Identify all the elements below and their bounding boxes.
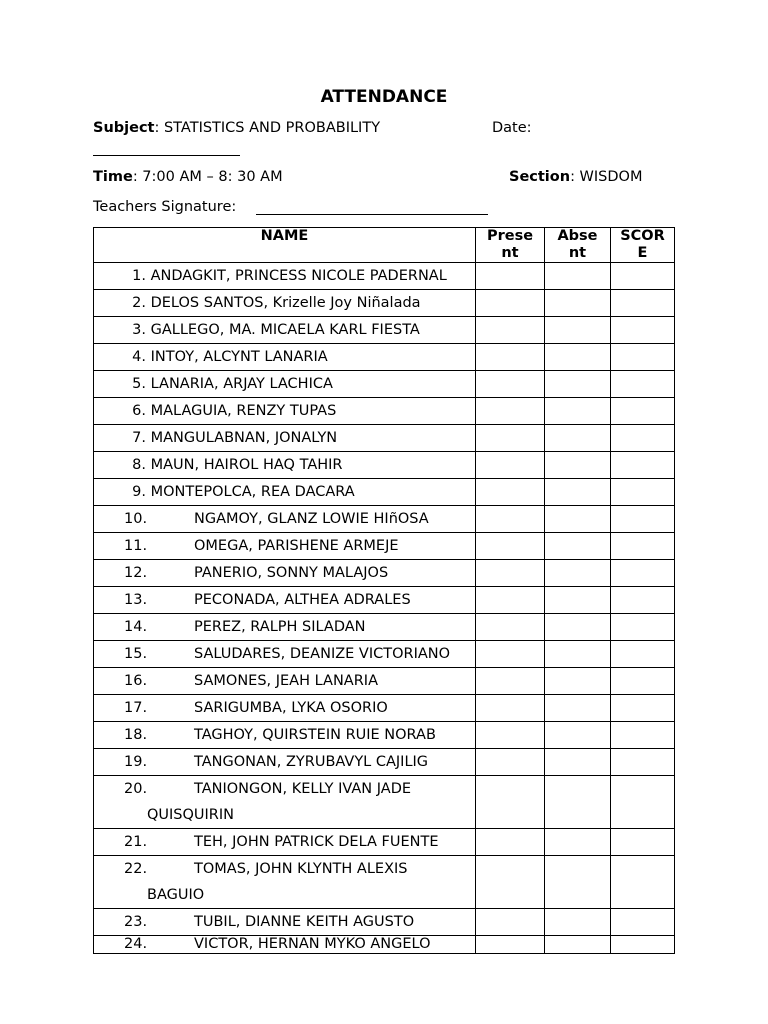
absent-cell[interactable]	[545, 856, 611, 909]
row-number: 19.	[124, 754, 148, 770]
score-cell[interactable]	[611, 344, 675, 371]
absent-cell[interactable]	[545, 533, 611, 560]
row-number: 8.	[132, 457, 146, 473]
table-row	[94, 533, 675, 560]
score-cell[interactable]	[611, 749, 675, 776]
table-row	[94, 452, 675, 479]
table-row	[94, 936, 675, 954]
table-row	[94, 425, 675, 452]
absent-cell[interactable]	[545, 479, 611, 506]
present-cell[interactable]	[476, 344, 545, 371]
student-name: TANGONAN, ZYRUBAVYL CAJILIG	[194, 754, 429, 770]
table-row	[94, 263, 675, 290]
absent-cell[interactable]	[545, 452, 611, 479]
subject-line	[93, 120, 380, 136]
absent-cell[interactable]	[545, 722, 611, 749]
present-cell[interactable]	[476, 641, 545, 668]
student-name: VICTOR, HERNAN MYKO ANGELO	[194, 936, 431, 952]
table-row	[94, 398, 675, 425]
table-header-row	[94, 228, 675, 263]
student-name-cell	[94, 452, 476, 479]
score-cell[interactable]	[611, 614, 675, 641]
student-name: PECONADA, ALTHEA ADRALES	[194, 592, 411, 608]
row-number: 1.	[132, 268, 146, 284]
score-cell[interactable]	[611, 909, 675, 936]
table-row	[94, 668, 675, 695]
table-row	[94, 749, 675, 776]
student-name: TUBIL, DIANNE KEITH AGUSTO	[194, 914, 415, 930]
student-name: ANDAGKIT, PRINCESS NICOLE PADERNAL	[150, 268, 447, 284]
absent-cell[interactable]	[545, 398, 611, 425]
row-number: 22.	[124, 861, 148, 877]
present-cell[interactable]	[476, 290, 545, 317]
student-name-cell	[94, 506, 476, 533]
row-number: 10.	[124, 511, 148, 527]
present-cell[interactable]	[476, 776, 545, 829]
table-row	[94, 641, 675, 668]
student-name: MALAGUIA, RENZY TUPAS	[150, 403, 337, 419]
student-name: SALUDARES, DEANIZE VICTORIANO	[194, 646, 451, 662]
absent-cell[interactable]	[545, 317, 611, 344]
absent-cell[interactable]	[545, 749, 611, 776]
present-cell[interactable]	[476, 479, 545, 506]
row-number: 13.	[124, 592, 148, 608]
absent-cell[interactable]	[545, 263, 611, 290]
student-name-cell	[94, 641, 476, 668]
row-number: 24.	[124, 936, 148, 952]
row-number: 11.	[124, 538, 148, 554]
date-blank-line	[93, 154, 240, 156]
student-name-cell	[94, 829, 476, 856]
absent-cell[interactable]	[545, 776, 611, 829]
present-cell[interactable]	[476, 909, 545, 936]
student-name-cell	[94, 909, 476, 936]
student-name-cell	[94, 560, 476, 587]
row-number: 5.	[132, 376, 146, 392]
student-name: SAMONES, JEAH LANARIA	[194, 673, 378, 689]
student-name-cell	[94, 856, 476, 909]
score-cell[interactable]	[611, 829, 675, 856]
table-row	[94, 506, 675, 533]
present-cell[interactable]	[476, 749, 545, 776]
score-cell[interactable]	[611, 695, 675, 722]
present-cell[interactable]	[476, 587, 545, 614]
score-cell[interactable]	[611, 936, 675, 954]
row-number: 4.	[132, 349, 146, 365]
student-name-cell	[94, 614, 476, 641]
date-label: Date:	[492, 120, 532, 136]
score-cell[interactable]	[611, 776, 675, 829]
student-name: PANERIO, SONNY MALAJOS	[194, 565, 389, 581]
section-value: : WISDOM	[570, 169, 643, 185]
table-row	[94, 371, 675, 398]
row-number: 3.	[132, 322, 146, 338]
table-row	[94, 695, 675, 722]
student-name-cell	[94, 425, 476, 452]
student-name-cell	[94, 317, 476, 344]
student-name: DELOS SANTOS, Krizelle Joy Niñalada	[150, 295, 421, 311]
score-cell[interactable]	[611, 587, 675, 614]
score-cell[interactable]	[611, 506, 675, 533]
signature-label: Teachers Signature:	[93, 199, 237, 215]
present-cell[interactable]	[476, 722, 545, 749]
student-name: MANGULABNAN, JONALYN	[150, 430, 338, 446]
time-line	[93, 169, 283, 185]
row-number: 16.	[124, 673, 148, 689]
student-name-cell	[94, 776, 476, 829]
score-cell[interactable]	[611, 398, 675, 425]
section-line	[509, 169, 642, 185]
present-cell[interactable]	[476, 506, 545, 533]
table-row	[94, 856, 675, 909]
subject-value: : STATISTICS AND PROBABILITY	[154, 120, 381, 136]
table-row	[94, 722, 675, 749]
present-cell[interactable]	[476, 856, 545, 909]
row-number: 15.	[124, 646, 148, 662]
student-name: PEREZ, RALPH SILADAN	[194, 619, 366, 635]
score-cell[interactable]	[611, 425, 675, 452]
student-name-cell	[94, 344, 476, 371]
absent-cell[interactable]	[545, 614, 611, 641]
student-name-cell	[94, 479, 476, 506]
student-name: TANIONGON, KELLY IVAN JADE	[194, 781, 412, 797]
section-label: Section	[509, 169, 571, 185]
score-cell[interactable]	[611, 479, 675, 506]
row-number: 21.	[124, 834, 148, 850]
score-cell[interactable]	[611, 668, 675, 695]
student-name: TEH, JOHN PATRICK DELA FUENTE	[194, 834, 439, 850]
student-name: LANARIA, ARJAY LACHICA	[150, 376, 333, 392]
student-name-continuation: QUISQUIRIN	[147, 807, 235, 823]
absent-cell[interactable]	[545, 936, 611, 954]
row-number: 2.	[132, 295, 146, 311]
absent-column-header: Abse nt	[545, 228, 611, 263]
student-name-cell	[94, 398, 476, 425]
row-number: 9.	[132, 484, 146, 500]
absent-cell[interactable]	[545, 371, 611, 398]
student-name-cell	[94, 668, 476, 695]
subject-label: Subject	[93, 120, 155, 136]
student-name: GALLEGO, MA. MICAELA KARL FIESTA	[150, 322, 420, 338]
absent-cell[interactable]	[545, 425, 611, 452]
student-name: MAUN, HAIROL HAQ TAHIR	[150, 457, 343, 473]
score-cell[interactable]	[611, 452, 675, 479]
present-cell[interactable]	[476, 829, 545, 856]
score-cell[interactable]	[611, 560, 675, 587]
student-name: MONTEPOLCA, REA DACARA	[150, 484, 355, 500]
score-column-header: SCOR E	[611, 228, 675, 263]
student-name: NGAMOY, GLANZ LOWIE HIñOSA	[194, 511, 429, 527]
score-cell[interactable]	[611, 317, 675, 344]
table-row	[94, 290, 675, 317]
score-cell[interactable]	[611, 263, 675, 290]
score-cell[interactable]	[611, 856, 675, 909]
student-name-cell	[94, 290, 476, 317]
table-row	[94, 829, 675, 856]
student-name-cell	[94, 695, 476, 722]
student-name-cell	[94, 533, 476, 560]
present-cell[interactable]	[476, 452, 545, 479]
row-number: 6.	[132, 403, 146, 419]
present-cell[interactable]	[476, 533, 545, 560]
table-row	[94, 909, 675, 936]
absent-cell[interactable]	[545, 587, 611, 614]
table-row	[94, 614, 675, 641]
absent-cell[interactable]	[545, 668, 611, 695]
attendance-table	[93, 227, 675, 954]
absent-cell[interactable]	[545, 560, 611, 587]
absent-cell[interactable]	[545, 344, 611, 371]
present-cell[interactable]	[476, 936, 545, 954]
table-row	[94, 317, 675, 344]
row-number: 23.	[124, 914, 148, 930]
student-name: TAGHOY, QUIRSTEIN RUIE NORAB	[194, 727, 436, 743]
row-number: 17.	[124, 700, 148, 716]
absent-cell[interactable]	[545, 829, 611, 856]
table-row	[94, 776, 675, 829]
present-cell[interactable]	[476, 614, 545, 641]
row-number: 20.	[124, 781, 148, 797]
present-cell[interactable]	[476, 317, 545, 344]
table-row	[94, 560, 675, 587]
student-name: INTOY, ALCYNT LANARIA	[150, 349, 328, 365]
table-row	[94, 479, 675, 506]
student-name-cell	[94, 722, 476, 749]
name-column-header: NAME	[94, 228, 476, 263]
score-cell[interactable]	[611, 290, 675, 317]
student-name-cell	[94, 749, 476, 776]
time-value: : 7:00 AM – 8: 30 AM	[132, 169, 283, 185]
row-number: 14.	[124, 619, 148, 635]
absent-cell[interactable]	[545, 695, 611, 722]
row-number: 12.	[124, 565, 148, 581]
present-cell[interactable]	[476, 263, 545, 290]
student-name-cell	[94, 936, 476, 954]
time-label: Time	[93, 169, 133, 185]
score-cell[interactable]	[611, 533, 675, 560]
student-name: OMEGA, PARISHENE ARMEJE	[194, 538, 399, 554]
student-name-continuation: BAGUIO	[147, 887, 205, 903]
table-row	[94, 344, 675, 371]
absent-cell[interactable]	[545, 290, 611, 317]
absent-cell[interactable]	[545, 506, 611, 533]
table-row	[94, 587, 675, 614]
present-cell[interactable]	[476, 668, 545, 695]
signature-blank-line	[256, 213, 488, 215]
page-title: ATTENDANCE	[320, 87, 448, 107]
row-number: 7.	[132, 430, 146, 446]
present-cell[interactable]	[476, 425, 545, 452]
absent-cell[interactable]	[545, 909, 611, 936]
student-name: TOMAS, JOHN KLYNTH ALEXIS	[194, 861, 408, 877]
student-name-cell	[94, 371, 476, 398]
row-number: 18.	[124, 727, 148, 743]
student-name-cell	[94, 587, 476, 614]
absent-cell[interactable]	[545, 641, 611, 668]
present-cell[interactable]	[476, 695, 545, 722]
present-cell[interactable]	[476, 398, 545, 425]
present-cell[interactable]	[476, 560, 545, 587]
score-cell[interactable]	[611, 722, 675, 749]
score-cell[interactable]	[611, 641, 675, 668]
present-cell[interactable]	[476, 371, 545, 398]
student-name: SARIGUMBA, LYKA OSORIO	[194, 700, 388, 716]
present-column-header: Prese nt	[476, 228, 545, 263]
score-cell[interactable]	[611, 371, 675, 398]
student-name-cell	[94, 263, 476, 290]
